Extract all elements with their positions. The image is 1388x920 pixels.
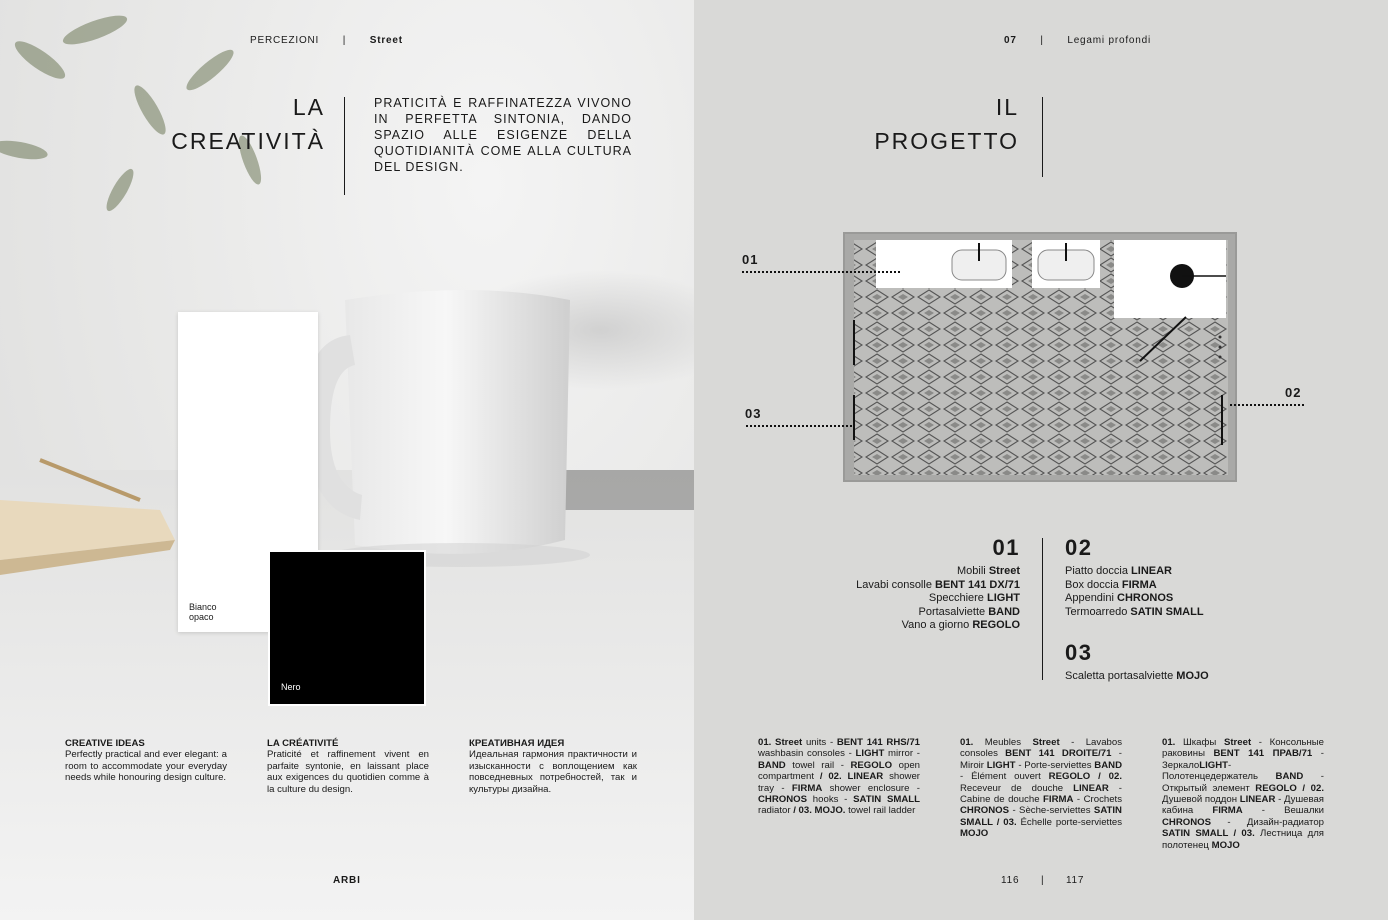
spec-text-run: Шкафы — [1175, 737, 1224, 748]
spec-text-run: towel rail ladder — [845, 805, 916, 817]
header-divider: | — [342, 35, 347, 46]
plan-label-01: 01 — [742, 252, 759, 267]
column-heading: КРЕАТИВНАЯ ИДЕЯ — [469, 738, 565, 749]
title-line-2: CREATIVITÀ — [171, 128, 325, 154]
spec-text-run: Receveur de douche — [960, 782, 1074, 794]
spec-text-run: SATIN SMALL — [853, 794, 920, 806]
list-item — [1065, 579, 1285, 593]
list-item — [820, 592, 1020, 606]
spec-column-en — [758, 737, 920, 817]
right-page — [694, 0, 1388, 920]
intro-text: PRATICITÀ E RAFFINATEZZA VIVONO IN PERFETTA SINTONIA, DANDO SPAZIO ALLE ESIGENZE DELLA QUOTIDIANITÀ COME ALLA CULTURA DEL DESIGN. — [374, 96, 632, 174]
column-text: Идеальная гармония практичности и изысканности с воплощением как повседневных потребностей, так и культуры дизайна. — [469, 749, 637, 795]
swatch-nero — [268, 550, 426, 706]
group-items — [1065, 565, 1285, 619]
running-header-left — [250, 35, 403, 46]
item-label: Specchiere — [928, 592, 984, 605]
group-02 — [1065, 535, 1285, 619]
spec-text-run: hooks - — [807, 794, 854, 806]
list-item — [1065, 592, 1285, 606]
spec-text-run: FIRMA — [791, 782, 823, 794]
spec-text-run: CHRONOS — [960, 805, 1010, 817]
spec-text-run: mirror - — [884, 748, 920, 760]
item-product: CHRONOS — [1117, 592, 1174, 605]
chapter-name: Legami profondi — [1067, 35, 1152, 46]
spec-text-run: Échelle porte-serviettes — [1016, 816, 1122, 828]
spec-column-ru — [1162, 737, 1324, 851]
section-name: PERCEZIONI — [250, 35, 320, 46]
item-product: FIRMA — [1121, 578, 1157, 591]
item-product: LINEAR — [1131, 565, 1172, 577]
spec-text-run: - Дизайн-радиатор — [1211, 816, 1324, 828]
item-product: REGOLO — [972, 619, 1020, 632]
spec-text-run: LIGHT — [1199, 759, 1229, 771]
spec-text-run: - Miroir — [960, 748, 1122, 771]
spec-text-run: LIGHT — [855, 748, 885, 760]
item-product: SATIN SMALL — [1130, 605, 1204, 618]
spec-text-run: BAND — [758, 759, 786, 771]
spec-text-run: Лестница для полотенец — [1162, 828, 1324, 851]
spec-text-run: - Lavabos consoles — [960, 737, 1122, 760]
spec-text-run: MOJO — [1211, 839, 1240, 851]
spec-text-run: radiator — [758, 805, 794, 817]
item-product: LIGHT — [987, 592, 1020, 605]
item-label: Vano a giorno — [901, 619, 970, 632]
column-heading: LA CRÉATIVITÉ — [267, 738, 339, 749]
swatch-label — [189, 602, 217, 622]
group-number: 01 — [992, 535, 1020, 560]
text-column-en — [65, 738, 227, 784]
list-item — [1065, 606, 1285, 620]
spec-text-run: BENT 141 RHS/71 — [836, 737, 920, 748]
spec-text-run: SATIN SMALL / 03. — [960, 805, 1122, 828]
spec-text-run: Street — [1223, 737, 1252, 748]
item-product: MOJO — [1176, 670, 1209, 682]
item-label: Box doccia — [1065, 578, 1119, 591]
spec-text-run: shower enclosure - — [822, 782, 920, 794]
spec-text-run: - Porte-serviettes — [1015, 759, 1095, 771]
spec-text-run: - Crochets — [1073, 794, 1122, 806]
item-label: Portasalviette — [918, 605, 986, 618]
swatch-label: Nero — [281, 682, 301, 692]
item-product: BAND — [988, 605, 1020, 618]
item-label: Piatto doccia — [1065, 565, 1128, 577]
title-separator — [1042, 97, 1043, 177]
list-item — [1065, 565, 1285, 579]
spec-text-run: 01. — [960, 737, 974, 748]
text-column-ru — [469, 738, 637, 795]
spec-text-run: towel rail - — [785, 759, 851, 771]
item-label: Appendini — [1065, 592, 1114, 605]
list-separator — [1042, 538, 1043, 680]
group-items — [820, 565, 1020, 633]
spec-text-run: - Cabine de douche — [960, 782, 1122, 806]
spec-text-run: FIRMA — [1212, 805, 1243, 817]
text-column-fr — [267, 738, 429, 795]
column-text: Praticité et raffinement vivent en parfaite syntonie, en laissant place aux exigences du quotidien comme à la culture du design. — [267, 749, 429, 795]
group-03 — [1065, 640, 1285, 684]
page-numbers — [1001, 875, 1084, 886]
spec-text-run: BENT 141 DROITE/71 — [1005, 748, 1112, 760]
spec-text-run: -Полотенцедержатель — [1162, 759, 1276, 783]
list-item — [1065, 670, 1285, 684]
page-title-left — [120, 90, 325, 158]
spec-text-run: - Открытый элемент — [1162, 771, 1324, 794]
footer-brand: ARBI — [333, 875, 361, 886]
group-number: 03 — [1065, 640, 1093, 665]
group-number: 02 — [1065, 535, 1093, 560]
group-items — [1065, 670, 1285, 684]
spec-text-run: CHRONOS — [1162, 816, 1212, 828]
swatch-label-line: Bianco — [189, 602, 217, 612]
spec-text-run: - Sèche-serviettes — [1009, 805, 1094, 817]
spec-text-run: - Зеркало — [1162, 748, 1324, 771]
spec-text-run: Meubles — [973, 737, 1033, 748]
spec-text-run: - Вешалки — [1242, 805, 1324, 817]
spec-text-run: open compartment — [758, 759, 920, 783]
spec-text-run: CHRONOS — [758, 794, 808, 806]
spec-text-run: 01. — [1162, 737, 1176, 748]
spec-text-run: Душевой поддон — [1162, 794, 1240, 806]
spec-text-run: units - — [802, 737, 837, 748]
spec-column-fr — [960, 737, 1122, 840]
title-line-2: PROGETTO — [874, 128, 1019, 154]
spec-text-run: BENT 141 ПРАВ/71 — [1213, 748, 1313, 760]
swatch-label-line: opaco — [189, 612, 214, 622]
spec-text-run: LINEAR — [1239, 794, 1276, 806]
spec-text-run: / 02. LINEAR — [819, 771, 884, 783]
item-label: Scaletta portasalviette — [1065, 670, 1174, 682]
plan-label-03: 03 — [745, 406, 762, 421]
spec-text-run: LINEAR — [1073, 782, 1109, 794]
item-product: BENT 141 DX/71 — [935, 578, 1020, 591]
item-label: Lavabi consolle — [856, 578, 932, 591]
floor-plan — [734, 225, 1314, 490]
spec-text-run: BAND — [1094, 759, 1122, 771]
item-label: Termoarredo — [1065, 605, 1128, 618]
spec-text-run: MOJO — [960, 828, 989, 840]
list-item — [820, 606, 1020, 620]
item-label: Mobili — [957, 565, 986, 577]
spec-text-run: REGOLO / 02. — [1048, 771, 1122, 783]
spec-text-run: washbasin consoles - — [758, 748, 856, 760]
spec-text-run: / 03. MOJO. — [793, 805, 846, 817]
group-01 — [820, 535, 1020, 633]
spec-text-run: BAND — [1275, 771, 1304, 783]
spec-text-run: Street — [1032, 737, 1060, 748]
spec-text-run: FIRMA — [1043, 794, 1074, 806]
spec-text-run: REGOLO / 02. — [1255, 782, 1324, 794]
spec-text-run: shower tray - — [758, 771, 921, 794]
spec-text-run: SATIN SMALL / 03. — [1162, 828, 1255, 840]
spec-text-run: LIGHT — [986, 759, 1016, 771]
page-number-right: 117 — [1065, 875, 1085, 886]
chapter-number: 07 — [1004, 35, 1017, 46]
footer-divider: | — [1040, 875, 1045, 886]
plan-label-02: 02 — [1285, 385, 1302, 400]
column-text: Perfectly practical and ever elegant: a room to accommodate your everyday needs while honouring design culture. — [65, 749, 227, 784]
spec-text-run: REGOLO — [850, 759, 893, 771]
item-product: Street — [988, 565, 1020, 577]
page-title-right — [814, 90, 1019, 158]
spec-text-run: - Душевая кабина — [1162, 794, 1325, 817]
spec-text-run: 01. Street — [758, 737, 803, 748]
column-heading: CREATIVE IDEAS — [65, 738, 145, 749]
title-line-1: IL — [995, 94, 1019, 120]
spec-text-run: - Élément ouvert — [960, 771, 1049, 783]
spec-text-run: - Консольные раковины — [1162, 737, 1325, 760]
list-item — [820, 579, 1020, 593]
list-item — [820, 619, 1020, 633]
running-header-right — [1004, 35, 1151, 46]
title-line-1: LA — [292, 94, 325, 120]
list-item — [820, 565, 1020, 579]
header-divider: | — [1040, 35, 1044, 46]
page-number-left: 116 — [1001, 875, 1020, 886]
title-separator — [344, 97, 345, 195]
subsection-name: Street — [369, 35, 403, 46]
